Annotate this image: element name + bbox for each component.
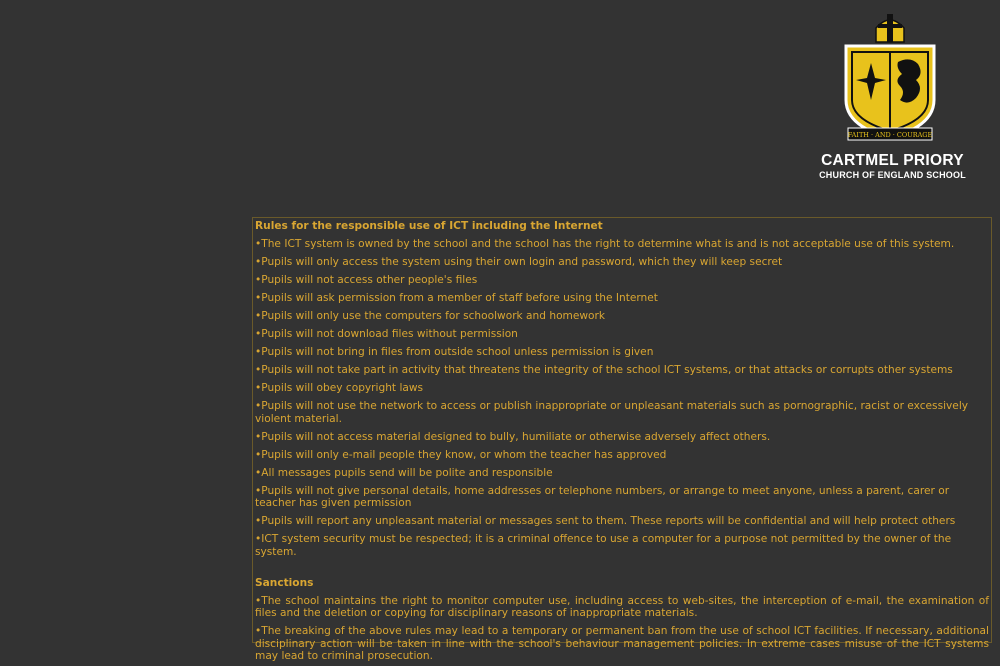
school-name: CARTMEL PRIORY: [821, 152, 964, 169]
list-item: •The school maintains the right to monitor computer use, including access to web-sites, the interception of e-mail, the examination of files and the deletion or copying for disciplinary reasons of inappropriate materials.: [255, 594, 989, 619]
school-logo[interactable]: [800, 8, 985, 186]
ict-rules-panel: [252, 217, 992, 662]
list-item: •Pupils will not access material designed to bully, humiliate or otherwise adversely affect others.: [255, 430, 771, 443]
list-item: •Pupils will obey copyright laws: [255, 382, 424, 394]
list-item: •Pupils will only e-mail people they know, or whom the teacher has approved: [255, 448, 667, 461]
list-item: •Pupils will only use the computers for schoolwork and homework: [255, 310, 606, 322]
list-item: •Pupils will ask permission from a member of staff before using the Internet: [255, 292, 658, 304]
list-item: •Pupils will not take part in activity that threatens the integrity of the school ICT systems, or that attacks or corrupts other systems: [255, 364, 953, 376]
sanctions-heading: Sanctions: [255, 576, 314, 589]
motto-text: FAITH · AND · COURAGE: [847, 131, 933, 139]
section-spacer: [255, 564, 989, 577]
list-item: •Pupils will not use the network to access or publish inappropriate or unpleasant materials such as pornographic, racist or excessively violent material.: [255, 400, 969, 425]
list-item: •Pupils will not access other people's files: [255, 274, 478, 286]
school-subtitle: CHURCH OF ENGLAND SCHOOL: [819, 170, 966, 180]
list-item: •Pupils will not give personal details, home addresses or telephone numbers, or arrange to meet anyone, unless a parent, carer or teacher has given permission: [255, 484, 950, 509]
list-item: •Pupils will not download files without permission: [255, 328, 518, 340]
list-item: •Pupils will only access the system using their own login and password, which they will keep secret: [255, 256, 783, 268]
list-item: •ICT system security must be respected; it is a criminal offence to use a computer for a purpose not permitted by the owner of the system.: [255, 533, 952, 558]
list-item: •The breaking of the above rules may lead to a temporary or permanent ban from the use of school ICT facilities. If necessary, additional disciplinary action will be taken in line with the school's behaviour management policies. In extreme cases misuse of the ICT systems may lead to criminal prosecution.: [255, 625, 989, 662]
list-item: •Pupils will report any unpleasant material or messages sent to them. These reports will be confidential and will help protect others: [255, 515, 956, 527]
list-item: •Pupils will not bring in files from outside school unless permission is given: [255, 346, 654, 358]
rules-heading: Rules for the responsible use of ICT including the Internet: [255, 220, 603, 232]
list-item: •All messages pupils send will be polite and responsible: [255, 466, 553, 479]
school-crest-icon: [840, 8, 940, 148]
list-item: •The ICT system is owned by the school and the school has the right to determine what is and is not acceptable use of this system.: [255, 238, 955, 250]
